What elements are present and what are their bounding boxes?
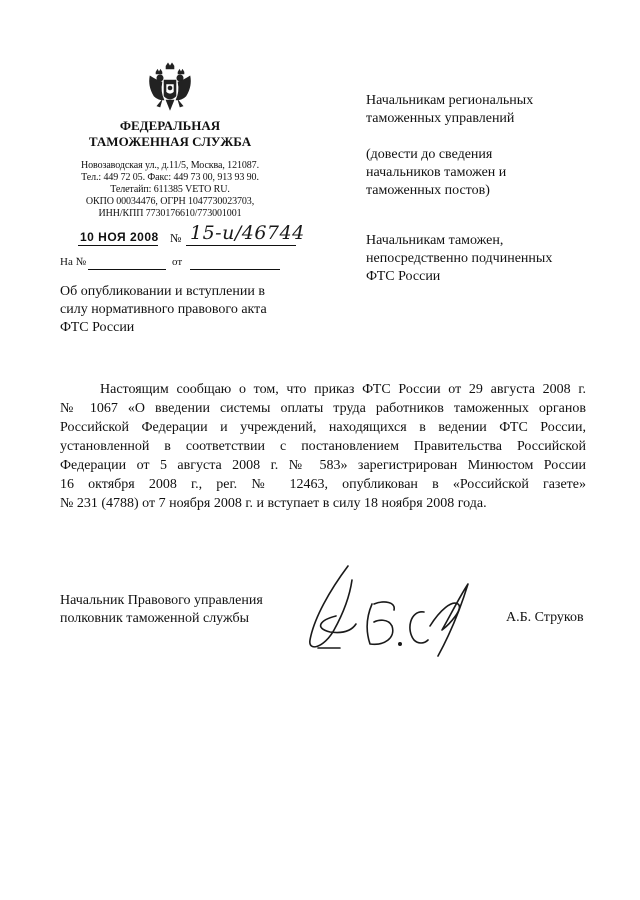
number-label: № (170, 231, 182, 245)
org-name-line-1: ФЕДЕРАЛЬНАЯ (119, 118, 221, 133)
org-name-line-2: ТАМОЖЕННАЯ СЛУЖБА (88, 134, 252, 149)
signatory-name: А.Б. Струков (506, 610, 584, 625)
recipient-line: непосредственно подчиненных (366, 251, 553, 266)
letter-body (60, 380, 586, 513)
subject-line: ФТС России (60, 320, 135, 335)
contacts-line: Тел.: 449 72 05. Факс: 449 73 00, 913 93 90. (81, 172, 259, 183)
handwritten-signature (300, 560, 480, 660)
recipient-line: (довести до сведения (366, 147, 493, 162)
body-line: 16 октября 2008 г., рег. № 12463, опубликован в «Российской газете» (60, 477, 586, 492)
letter-subject (60, 283, 305, 337)
recipient-line: ФТС России (366, 269, 441, 284)
signatory-title (60, 592, 263, 628)
recipient-regional-administrations (366, 92, 533, 128)
double-headed-eagle-icon (146, 62, 194, 114)
registration-date-stamp: 10 НОЯ 2008 (80, 230, 159, 244)
recipient-line: Начальникам региональных (366, 93, 534, 108)
on-number-blank (88, 257, 166, 270)
inn-kpp-line: ИНН/КПП 7730176610/773001001 (98, 208, 242, 219)
teletype-line: Телетайп: 611385 VETO RU. (110, 184, 230, 195)
on-number-label: На № (60, 256, 87, 268)
from-label: от (172, 256, 183, 268)
recipient-note (366, 146, 506, 200)
body-line: Российской Федерации и учреждений, находящихся в ведении ФТС России, (60, 420, 586, 435)
signatory-title-line: Начальник Правового управления (60, 593, 263, 608)
body-line: Федерации от 5 августа 2008 г. № 583» зарегистрирован Минюстом России (60, 458, 586, 473)
subject-line: силу нормативного правового акта (60, 302, 267, 317)
recipient-line: таможенных постов) (366, 183, 490, 198)
recipient-line: таможенных управлений (366, 111, 515, 126)
recipient-line: начальников таможен и (366, 165, 507, 180)
subject-line: Об опубликовании и вступлении в (60, 284, 265, 299)
recipient-line: Начальникам таможен, (366, 233, 504, 248)
address-line: Новозаводская ул., д.11/5, Москва, 121087. (81, 160, 259, 171)
recipient-customs-heads (366, 232, 552, 286)
okpo-ogrn-line: ОКПО 00034476, ОГРН 1047730023703, (85, 196, 255, 207)
body-line: Настоящим сообщаю о том, что приказ ФТС России от 29 августа 2008 г. (100, 382, 586, 397)
body-line: установленной в соответствии с постановлением Правительства Российской (60, 439, 586, 454)
signatory-title-line: полковник таможенной службы (60, 611, 250, 626)
handwritten-registration-number: 15-и/46744 (190, 222, 305, 244)
body-line: № 231 (4788) от 7 ноября 2008 г. и вступает в силу 18 ноября 2008 года. (60, 496, 487, 511)
body-line: № 1067 «О введении системы оплаты труда работников таможенных органов (60, 401, 586, 416)
from-date-blank (190, 257, 280, 270)
